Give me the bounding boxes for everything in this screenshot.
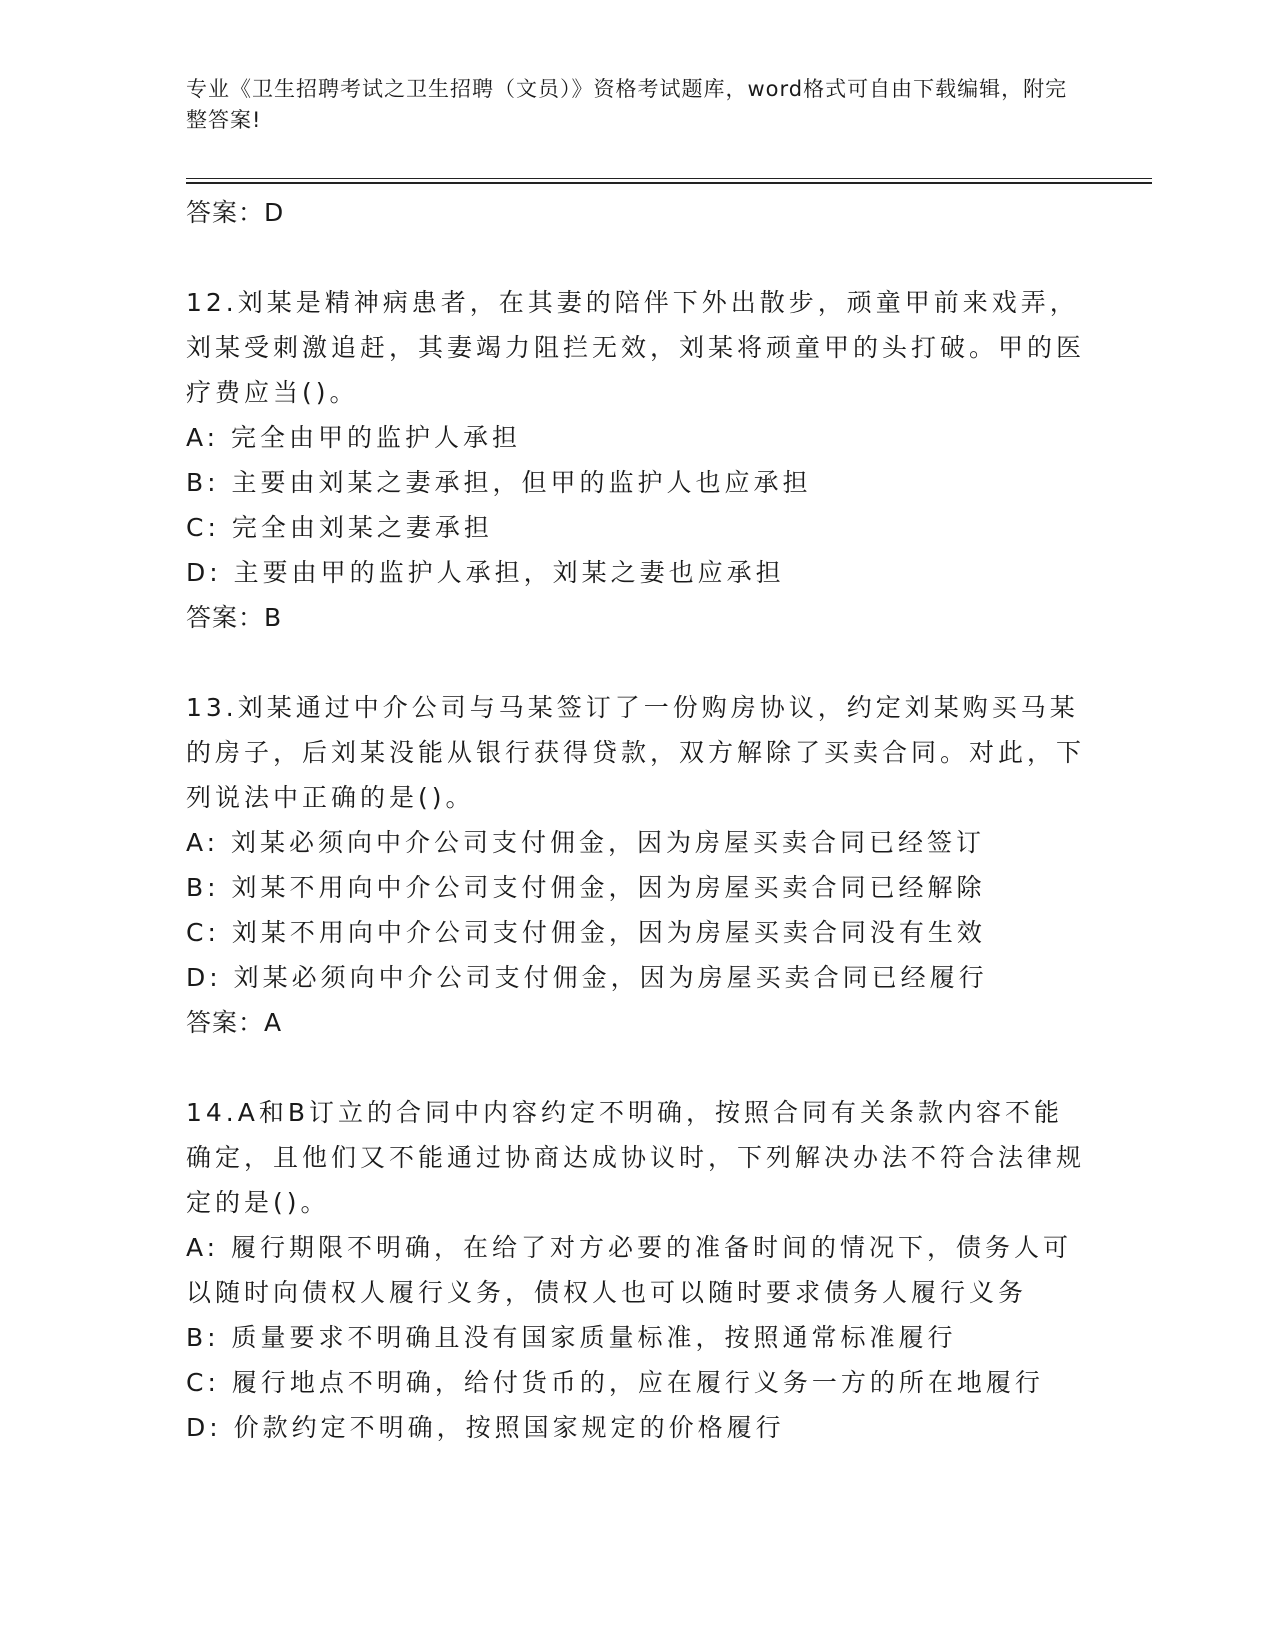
option-a: A: 刘某必须向中介公司支付佣金，因为房屋买卖合同已经签订: [186, 828, 986, 857]
answer-line: 答案：B: [186, 603, 283, 632]
question-block: [186, 1090, 1086, 1450]
option-b: B: 主要由刘某之妻承担，但甲的监护人也应承担: [186, 468, 812, 497]
question-block: [186, 280, 1086, 640]
header-divider-thick: [186, 182, 1152, 184]
option-a: A: 完全由甲的监护人承担: [186, 423, 522, 452]
option-c: C: 刘某不用向中介公司支付佣金，因为房屋买卖合同没有生效: [186, 918, 986, 947]
question-stem: 13.刘某通过中介公司与马某签订了一份购房协议，约定刘某购买马某的房子，后刘某没能从银行获得贷款，双方解除了买卖合同。对此，下列说法中正确的是()。: [186, 693, 1086, 812]
spacer: [186, 235, 1086, 280]
option-d: D: 主要由甲的监护人承担，刘某之妻也应承担: [186, 558, 785, 587]
option-d: D: 刘某必须向中介公司支付佣金，因为房屋买卖合同已经履行: [186, 963, 988, 992]
option-c: C: 完全由刘某之妻承担: [186, 513, 493, 542]
answer-line: 答案：D: [186, 198, 285, 227]
document-header: 专业《卫生招聘考试之卫生招聘（文员）》资格考试题库，word格式可自由下载编辑，附完整答案!: [186, 77, 1068, 132]
document-body: [186, 190, 1086, 1450]
spacer: [186, 640, 1086, 685]
spacer: [186, 1045, 1086, 1090]
answer-line: 答案：A: [186, 1008, 283, 1037]
header-divider-thin: [186, 178, 1152, 179]
option-b: B: 刘某不用向中介公司支付佣金，因为房屋买卖合同已经解除: [186, 873, 986, 902]
question-stem: 14.A和B订立的合同中内容约定不明确，按照合同有关条款内容不能确定，且他们又不能通过协商达成协议时，下列解决办法不符合法律规定的是()。: [186, 1098, 1086, 1217]
option-b: B: 质量要求不明确且没有国家质量标准，按照通常标准履行: [186, 1323, 957, 1352]
option-a: A: 履行期限不明确，在给了对方必要的准备时间的情况下，债务人可以随时向债权人履行义务，债权人也可以随时要求债务人履行义务: [186, 1233, 1073, 1307]
question-stem: 12.刘某是精神病患者，在其妻的陪伴下外出散步，顽童甲前来戏弄，刘某受刺激追赶，其妻竭力阻拦无效，刘某将顽童甲的头打破。甲的医疗费应当()。: [186, 288, 1086, 407]
option-c: C: 履行地点不明确，给付货币的，应在履行义务一方的所在地履行: [186, 1368, 1044, 1397]
option-d: D: 价款约定不明确，按照国家规定的价格履行: [186, 1413, 785, 1442]
question-block: [186, 685, 1086, 1045]
